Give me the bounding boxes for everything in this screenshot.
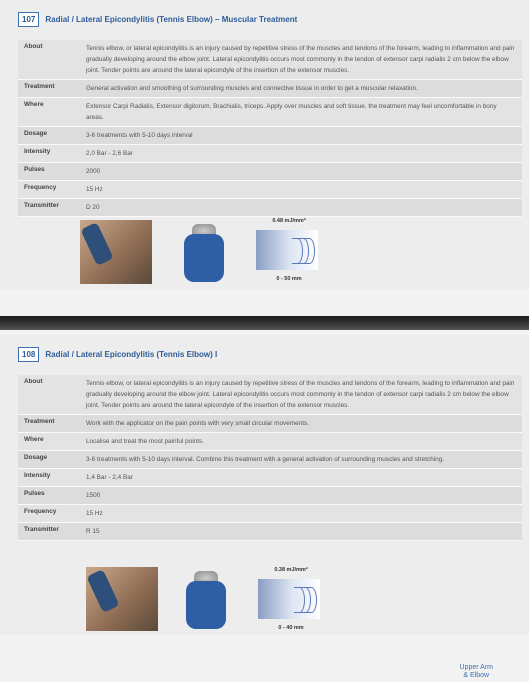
row-label: Frequency <box>24 184 57 191</box>
entry-number: 108 <box>18 347 39 362</box>
row-label: Transmitter <box>24 526 59 533</box>
card-header <box>18 345 217 363</box>
treatment-table <box>18 40 522 217</box>
depth-range-label: 0 - 50 mm <box>276 276 302 282</box>
table-row <box>18 163 522 181</box>
row-label: Intensity <box>24 148 51 155</box>
row-label: Treatment <box>24 83 55 90</box>
row-value: 3-6 treatments with 5-10 days interval. Combine this treatment with a general activation of surrounding muscles and stretching. <box>86 456 445 463</box>
table-row <box>18 451 522 469</box>
card-header <box>18 10 297 28</box>
table-row <box>18 375 522 415</box>
pressure-wave-graphic <box>256 218 322 290</box>
row-value: 15 Hz <box>86 510 103 517</box>
arm-treatment-photo <box>80 220 152 284</box>
arm-treatment-photo <box>86 567 158 631</box>
energy-density-label: 0.48 mJ/mm² <box>272 218 306 224</box>
row-label: Pulses <box>24 490 45 497</box>
treatment-table <box>18 375 522 541</box>
table-row <box>18 469 522 487</box>
page-divider <box>0 316 529 330</box>
energy-density-label: 0.38 mJ/mm² <box>274 567 308 573</box>
row-label: Pulses <box>24 166 45 173</box>
row-label: Where <box>24 436 44 443</box>
row-value: Localise and treat the most painful points. <box>86 438 204 445</box>
table-row <box>18 199 522 217</box>
treatment-card-107 <box>0 0 529 290</box>
table-row <box>18 433 522 451</box>
section-footer <box>460 664 493 680</box>
transmitter-photo <box>184 571 228 629</box>
row-value: 1500 <box>86 492 101 499</box>
table-row <box>18 127 522 145</box>
row-label: Dosage <box>24 130 48 137</box>
entry-title: Radial / Lateral Epicondylitis (Tennis Elbow) I <box>45 349 218 359</box>
table-row <box>18 145 522 163</box>
depth-range-label: 0 - 40 mm <box>278 625 304 631</box>
table-row <box>18 98 522 127</box>
table-row <box>18 415 522 433</box>
transmitter-photo <box>182 224 226 282</box>
row-label: About <box>24 43 43 50</box>
wave-icon <box>258 579 320 619</box>
row-value: Extensor Carpi Radialis, Extensor digitorum, Brachialis, triceps. Apply over muscles and soft tissue, the treatment may feel uncomfortable in bony areas. <box>86 103 497 121</box>
wave-icon <box>256 230 318 270</box>
row-label: Where <box>24 101 44 108</box>
row-value: R 15 <box>86 528 100 535</box>
row-label: Dosage <box>24 454 48 461</box>
row-value: General activation and smoothing of surrounding muscles and connective tissue in order to get a muscular relaxation. <box>86 85 418 92</box>
row-value: Work with the applicator on the pain points with very small circular movements. <box>86 420 309 427</box>
footer-line-2: & Elbow <box>463 672 490 679</box>
row-label: Frequency <box>24 508 57 515</box>
entry-title: Radial / Lateral Epicondylitis (Tennis Elbow) – Muscular Treatment <box>45 14 298 24</box>
table-row <box>18 40 522 80</box>
pressure-wave-graphic <box>258 567 324 639</box>
table-row <box>18 80 522 98</box>
row-label: Transmitter <box>24 202 59 209</box>
row-value: Tennis elbow, or lateral epicondylitis is an injury caused by repetitive stress of the muscles and tendons of the forearm, leading to inflammation and pain gradually developing around the elbow joint. Lateral epicondylitis occurs most commonly in the tendon of extensor carpi radialis 2 cm below the elbow joint. Tender points are around the lateral epicondyle of the insertion of the extensor muscles. <box>86 45 515 74</box>
row-label: About <box>24 378 43 385</box>
row-label: Intensity <box>24 472 51 479</box>
row-value: 1,4 Bar - 2,4 Bar <box>86 474 133 481</box>
table-row <box>18 181 522 199</box>
row-value: Tennis elbow, or lateral epicondylitis is an injury caused by repetitive stress of the muscles and tendons of the forearm, leading to inflammation and pain gradually developing around the elbow joint. Lateral epicondylitis occurs most commonly in the tendon of extensor carpi radialis 2 cm below the elbow joint. Tender points are around the lateral epicondyle of the insertion of the extensor muscles. <box>86 380 515 409</box>
footer-line-1: Upper Arm <box>459 664 493 671</box>
row-value: 15 Hz <box>86 186 103 193</box>
entry-number: 107 <box>18 12 39 27</box>
table-row <box>18 505 522 523</box>
table-row <box>18 523 522 541</box>
row-value: 2000 <box>86 168 101 175</box>
treatment-card-108 <box>0 335 529 635</box>
row-value: 2,0 Bar - 2,6 Bar <box>86 150 133 157</box>
row-value: D 20 <box>86 204 100 211</box>
table-row <box>18 487 522 505</box>
row-value: 3-6 treatments with 5-10 days interval <box>86 132 193 139</box>
row-label: Treatment <box>24 418 55 425</box>
